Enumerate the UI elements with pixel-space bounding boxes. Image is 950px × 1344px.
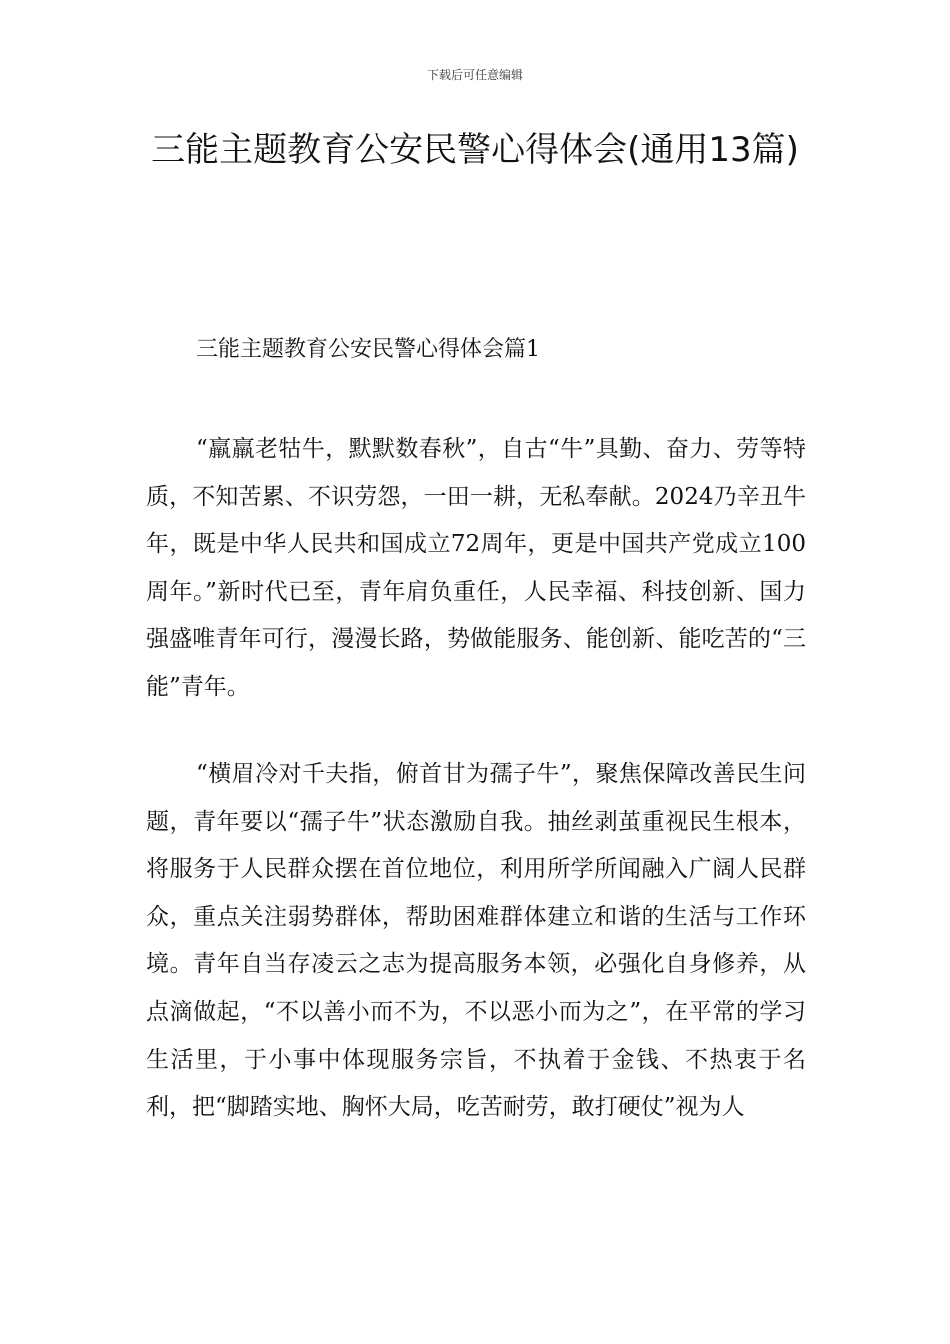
header-note: 下载后可任意编辑 (426, 68, 523, 82)
section-heading: 三能主题教育公安民警心得体会篇1 (196, 337, 540, 362)
body-paragraph-1: “羸羸老牯牛，默默数春秋”，自古“牛”具勤、奋力、劳等特质，不知苦累、不识劳怨，一田一耕，无私奉献。2024乃辛丑牛年，既是中华人民共和国成立72周年，更是中国共产党成立100周年。”新时代已至，青年肩负重任，人民幸福、科技创新、国力强盛唯青年可行，漫漫长路，势做能服务、能创新、能吃苦的“三能”青年。 (146, 436, 806, 700)
document-title: 三能主题教育公安民警心得体会(通用13篇) (151, 130, 799, 170)
body-paragraph-2: “横眉冷对千夫指，俯首甘为孺子牛”，聚焦保障改善民生问题，青年要以“孺子牛”状态激励自我。抽丝剥茧重视民生根本，将服务于人民群众摆在首位地位，利用所学所闻融入广阔人民群众，重点关注弱势群体，帮助困难群体建立和谐的生活与工作环境。青年自当存凌云之志为提高服务本领，必强化自身修养，从点滴做起，“不以善小而不为，不以恶小而为之”，在平常的学习生活里，于小事中体现服务宗旨，不执着于金钱、不热衷于名利，把“脚踏实地、胸怀大局，吃苦耐劳，敢打硬仗”视为人 (146, 761, 806, 1121)
